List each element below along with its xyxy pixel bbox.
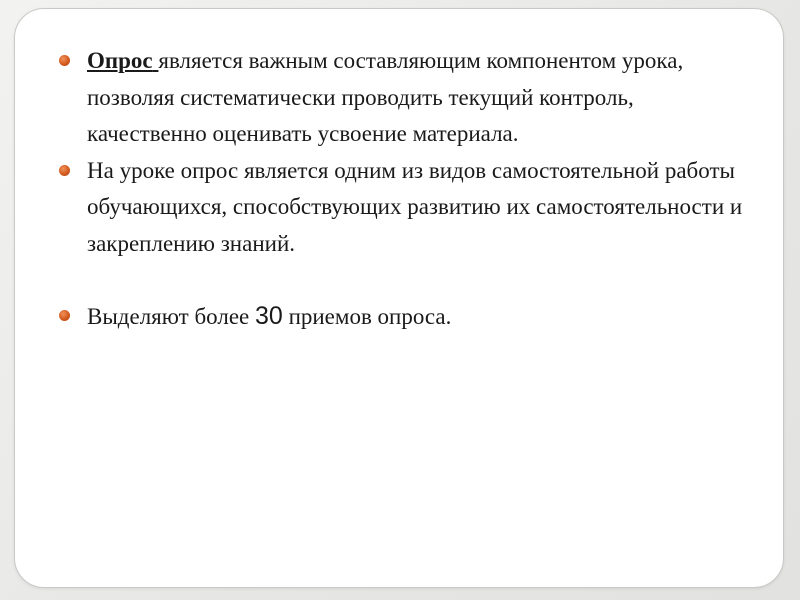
bullet-item-2 [59, 153, 759, 263]
bullet-item-3 [59, 298, 759, 336]
term-opros: Опрос [87, 48, 153, 73]
slide-frame [14, 8, 784, 588]
bullet-dot-icon [59, 310, 70, 321]
bullet-dot-icon [59, 165, 70, 176]
bullet-item-1 [59, 43, 759, 153]
slide-content [59, 43, 759, 336]
bullet-text: На уроке опрос является одним из видов самостоятельной работы обучающихся, способствующих развитию их самостоятельности и закреплению знаний. [87, 157, 743, 256]
bullet-dot-icon [59, 55, 70, 66]
bullet-text: приемов опроса. [288, 304, 452, 329]
bullet-text: является важным составляющим компонентом урока, позволяя систематически проводить текущий контроль, качественно оценивать усвоение материала. [87, 48, 684, 146]
bullet-text: Выделяют более [87, 304, 250, 329]
bullet-number: 30 [255, 302, 283, 330]
